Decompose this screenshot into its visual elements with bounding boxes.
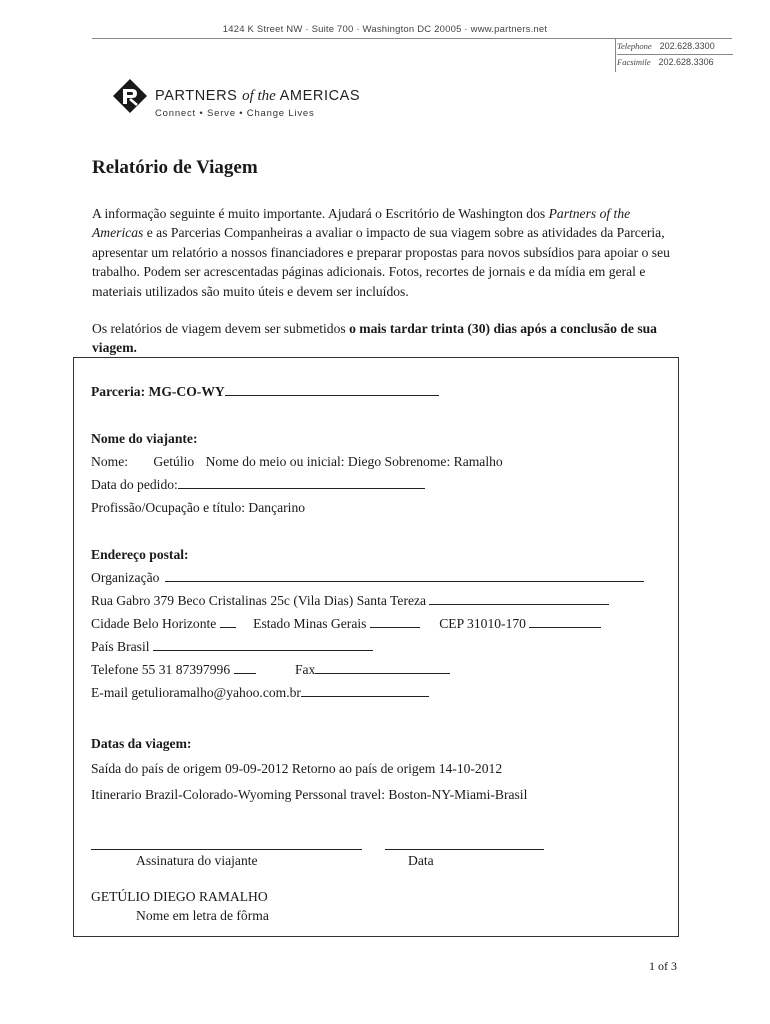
logo-tagline: Connect • Serve • Change Lives [155,108,315,119]
email-blank[interactable] [301,684,429,697]
city-row [91,615,601,632]
telephone-number: 202.628.3300 [659,41,715,51]
intro-organization-name: Partners of the Americas [92,206,631,241]
fax-blank[interactable] [315,661,450,674]
request-date-row [91,476,425,493]
deadline-text: Os relatórios de viagem devem ser submetidos [92,321,350,336]
logo-wordmark [155,88,360,105]
intro-text-2: e as Parcerias Companheiras a avaliar o impacto de sua viagem sobre as atividades da Parceria, apresentar um relatório a nossos financiadores e preparar propostas para novos subsídios para apoiar o seu trabalho. Podem ser acrescentadas páginas adicionais. Fotos, recortes de jornais e da mídia em geral e materiais utilizados são muito úteis e devem ser incluídos. [92,225,670,299]
contact-rule [617,54,733,55]
parceria-value: Parceria: MG-CO-WY [91,384,225,399]
date-line[interactable] [385,849,544,850]
signature-label: Assinatura do viajante [136,853,258,868]
country-row [91,638,373,655]
name-label: Nome: [91,454,128,469]
cep-value[interactable]: CEP 31010-170 [439,616,526,631]
middle-and-surname-value[interactable]: Nome do meio ou inicial: Diego Sobrenome: Ramalho [205,454,503,469]
itinerary-row[interactable]: Itinerario Brazil-Colorado-Wyoming Perssonal travel: Boston-NY-Miami-Brasil [91,787,528,802]
phone-row [91,661,450,678]
printed-name-value: GETÚLIO DIEGO RAMALHO [91,889,268,904]
deadline-emphasis: o mais tardar trinta (30) dias após a conclusão de sua viagem. [92,321,657,356]
departure-return-row[interactable]: Saída do país de origem 09-09-2012 Retorno ao país de origem 14-10-2012 [91,761,503,776]
letterhead-address: 1424 K Street NW · Suite 700 · Washington DC 20005 · www.partners.net [222,24,548,35]
logo-word-partners: PARTNERS [155,88,238,104]
telephone-label: Telephone [617,41,652,51]
organization-blank[interactable] [165,569,644,582]
email-value[interactable]: E-mail getulioramalho@yahoo.com.br [91,685,301,700]
facsimile-row [617,57,733,67]
fax-label: Fax [294,662,316,677]
intro-paragraph [92,204,684,301]
request-date-label: Data do pedido: [91,477,178,492]
parceria-blank[interactable] [225,383,439,396]
contact-divider [615,38,616,72]
page-title: Relatório de Viagem [92,157,258,178]
page-number: 1 of 3 [649,959,677,973]
phone-blank[interactable] [234,661,256,674]
header-rule [92,38,732,39]
facsimile-number: 202.628.3306 [658,57,714,67]
organization-row [91,569,644,586]
traveler-heading: Nome do viajante: [91,431,198,446]
signature-line[interactable] [91,849,362,850]
logo-word-of-the: of the [242,88,276,104]
city-value[interactable]: Cidade Belo Horizonte [91,616,217,631]
printed-name-label: Nome em letra de fôrma [136,908,269,923]
cep-blank[interactable] [529,615,601,628]
profession-row[interactable]: Profissão/Ocupação e título: Dançarino [91,500,306,515]
logo-word-americas: AMERICAS [279,88,361,104]
street-row [91,592,609,609]
partners-logo-icon [112,78,148,114]
facsimile-label: Facsimile [617,57,651,67]
street-blank[interactable] [429,592,609,605]
dates-heading: Datas da viagem: [91,736,192,751]
country-blank[interactable] [153,638,373,651]
state-blank[interactable] [370,615,420,628]
deadline-paragraph [92,319,684,358]
first-name-value[interactable]: Getúlio [153,454,195,469]
email-row [91,684,429,701]
intro-text-1: A informação seguinte é muito importante. Ajudará o Escritório de Washington dos [92,206,549,221]
parceria-field [91,383,439,400]
request-date-blank[interactable] [178,476,425,489]
street-value[interactable]: Rua Gabro 379 Beco Cristalinas 25c (Vila Dias) Santa Tereza [91,593,427,608]
date-label: Data [408,853,434,868]
city-blank[interactable] [220,615,236,628]
address-heading: Endereço postal: [91,547,189,562]
telephone-row [617,41,733,51]
state-value[interactable]: Estado Minas Gerais [253,616,367,631]
organization-label: Organização [91,570,160,585]
country-value[interactable]: País Brasil [91,639,150,654]
name-row [91,453,503,470]
phone-value[interactable]: Telefone 55 31 87397996 [91,662,231,677]
